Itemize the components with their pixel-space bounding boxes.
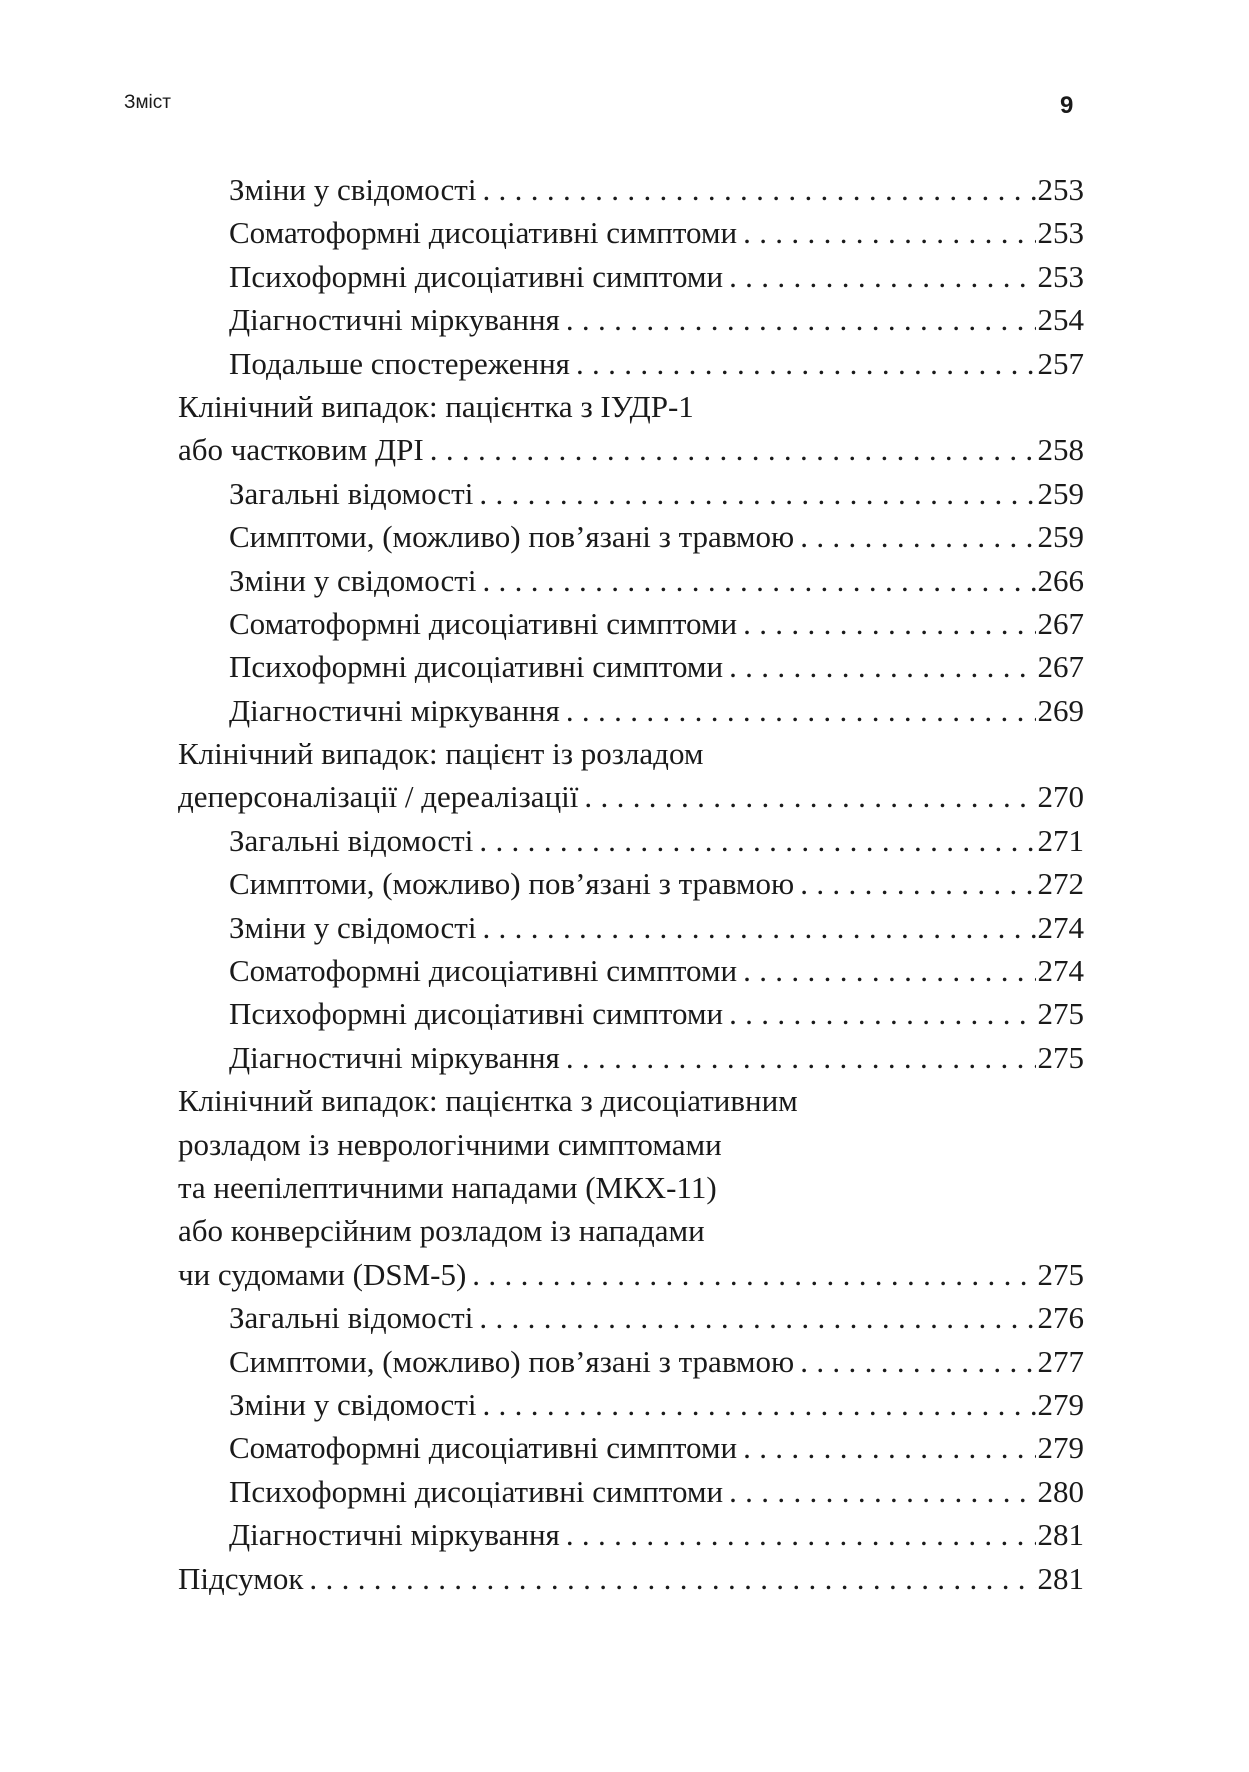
toc-entry-page: 281 [1037, 1560, 1084, 1596]
toc-entry-page: 272 [1037, 866, 1084, 902]
toc-entry-title: Психоформні дисоціативні симптоми [229, 649, 724, 685]
toc-entry [178, 775, 1084, 818]
dot-leader [729, 1470, 1035, 1513]
toc-entry-title: Симптоми, (можливо) пов’язані з травмою [229, 866, 795, 902]
toc-entry [178, 1166, 1084, 1209]
toc-entry-page: 253 [1037, 215, 1084, 251]
dot-leader [576, 342, 1036, 385]
toc-entry [178, 862, 1084, 905]
dot-leader [729, 255, 1035, 298]
toc-entry [178, 168, 1084, 211]
toc-entry-page: 266 [1037, 562, 1084, 598]
toc-entry-title: Психоформні дисоціативні симптоми [229, 258, 724, 294]
dot-leader [800, 862, 1035, 905]
toc-entry [178, 559, 1084, 602]
dot-leader [482, 906, 1035, 949]
toc-entry-page: 258 [1037, 432, 1084, 468]
toc-entry-title: Соматоформні дисоціативні симптоми [229, 215, 738, 251]
toc-entry-title: Соматоформні дисоціативні симптоми [229, 953, 738, 989]
toc-entry-title: Психоформні дисоціативні симптоми [229, 1473, 724, 1509]
toc-entry-page: 253 [1037, 258, 1084, 294]
dot-leader [479, 472, 1035, 515]
toc-entry [178, 906, 1084, 949]
toc-entry [178, 1123, 1084, 1166]
toc-entry-page: 280 [1037, 1473, 1084, 1509]
dot-leader [800, 1340, 1035, 1383]
toc-entry [178, 1383, 1084, 1426]
toc-entry-title: Діагностичні міркування [229, 302, 560, 338]
toc-entry-page: 275 [1037, 1256, 1084, 1292]
toc-entry [178, 1340, 1084, 1383]
dot-leader [472, 1253, 1035, 1296]
toc-entry [178, 949, 1084, 992]
toc-entry-title: або конверсійним розладом із нападами [178, 1213, 705, 1249]
toc-entry-title: Соматоформні дисоціативні симптоми [229, 1430, 738, 1466]
toc-entry [178, 428, 1084, 471]
toc-entry [178, 1470, 1084, 1513]
toc-entry [178, 1557, 1084, 1600]
toc-entry [178, 472, 1084, 515]
toc-entry-title: Підсумок [178, 1560, 304, 1596]
running-header: Зміст [124, 92, 171, 113]
dot-leader [566, 689, 1036, 732]
dot-leader [309, 1557, 1035, 1600]
toc-entry [178, 1036, 1084, 1079]
toc-entry-page: 257 [1037, 345, 1084, 381]
toc-entry-page: 274 [1037, 953, 1084, 989]
toc-entry-title: Діагностичні міркування [229, 1517, 560, 1553]
toc-entry-page: 267 [1037, 605, 1084, 641]
toc-entry [178, 1079, 1084, 1122]
dot-leader [584, 775, 1035, 818]
toc-entry-title: розладом із неврологічними симптомами [178, 1126, 722, 1162]
toc-entry-page: 269 [1037, 692, 1084, 728]
dot-leader [482, 559, 1035, 602]
toc-entry [178, 732, 1084, 775]
toc-entry-title: Діагностичні міркування [229, 1039, 560, 1075]
toc-entry-page: 277 [1037, 1343, 1084, 1379]
toc-entry-page: 259 [1037, 519, 1084, 555]
dot-leader [482, 168, 1035, 211]
toc-entry-page: 270 [1037, 779, 1084, 815]
dot-leader [729, 992, 1035, 1035]
toc-entry-page: 275 [1037, 996, 1084, 1032]
toc-entry [178, 1296, 1084, 1339]
toc-entry [178, 255, 1084, 298]
dot-leader [743, 949, 1035, 992]
table-of-contents [178, 168, 1084, 1600]
toc-entry-title: Клінічний випадок: пацієнтка з ІУДР-1 [178, 388, 694, 424]
toc-entry-title: Клінічний випадок: пацієнт із розладом [178, 736, 704, 772]
toc-entry-title: Загальні відомості [229, 1300, 474, 1336]
toc-entry-title: Симптоми, (можливо) пов’язані з травмою [229, 519, 795, 555]
toc-entry-page: 275 [1037, 1039, 1084, 1075]
dot-leader [566, 1513, 1036, 1556]
toc-entry [178, 819, 1084, 862]
toc-entry-page: 254 [1037, 302, 1084, 338]
dot-leader [729, 645, 1035, 688]
toc-entry [178, 1209, 1084, 1252]
toc-entry [178, 602, 1084, 645]
dot-leader [482, 1383, 1035, 1426]
dot-leader [479, 819, 1035, 862]
toc-entry-page: 274 [1037, 909, 1084, 945]
toc-entry-title: Зміни у свідомості [229, 1386, 477, 1422]
toc-entry [178, 515, 1084, 558]
dot-leader [743, 211, 1035, 254]
toc-entry-page: 281 [1037, 1517, 1084, 1553]
toc-entry-title: та неепілептичними нападами (МКХ-11) [178, 1169, 717, 1205]
dot-leader [743, 1426, 1035, 1469]
toc-entry-title: деперсоналізації / дереалізації [178, 779, 579, 815]
toc-entry-page: 271 [1037, 822, 1084, 858]
toc-entry-page: 279 [1037, 1386, 1084, 1422]
toc-entry-title: Зміни у свідомості [229, 172, 477, 207]
dot-leader [479, 1296, 1035, 1339]
dot-leader [566, 298, 1036, 341]
dot-leader [430, 428, 1036, 471]
toc-entry [178, 1426, 1084, 1469]
toc-entry-title: Симптоми, (можливо) пов’язані з травмою [229, 1343, 795, 1379]
page-number: 9 [1060, 92, 1074, 119]
toc-entry-title: Зміни у свідомості [229, 909, 477, 945]
toc-entry [178, 1513, 1084, 1556]
toc-entry-title: Соматоформні дисоціативні симптоми [229, 605, 738, 641]
toc-entry-page: 279 [1037, 1430, 1084, 1466]
toc-entry-page: 259 [1037, 475, 1084, 511]
toc-entry [178, 992, 1084, 1035]
toc-entry-page: 253 [1037, 172, 1084, 207]
dot-leader [743, 602, 1035, 645]
toc-entry-title: Клінічний випадок: пацієнтка з дисоціативним [178, 1083, 798, 1119]
toc-entry-title: або частковим ДРІ [178, 432, 424, 468]
dot-leader [800, 515, 1035, 558]
toc-entry [178, 342, 1084, 385]
toc-entry-page: 267 [1037, 649, 1084, 685]
toc-entry-title: Загальні відомості [229, 822, 474, 858]
toc-entry-title: Загальні відомості [229, 475, 474, 511]
toc-entry [178, 1253, 1084, 1296]
toc-entry-title: чи судомами (DSM-5) [178, 1256, 467, 1292]
toc-entry [178, 211, 1084, 254]
toc-entry [178, 385, 1084, 428]
toc-entry-page: 276 [1037, 1300, 1084, 1336]
toc-entry [178, 689, 1084, 732]
toc-entry [178, 298, 1084, 341]
toc-entry [178, 645, 1084, 688]
toc-entry-title: Подальше спостереження [229, 345, 570, 381]
toc-entry-title: Зміни у свідомості [229, 562, 477, 598]
toc-entry-title: Діагностичні міркування [229, 692, 560, 728]
toc-entry-title: Психоформні дисоціативні симптоми [229, 996, 724, 1032]
dot-leader [566, 1036, 1036, 1079]
